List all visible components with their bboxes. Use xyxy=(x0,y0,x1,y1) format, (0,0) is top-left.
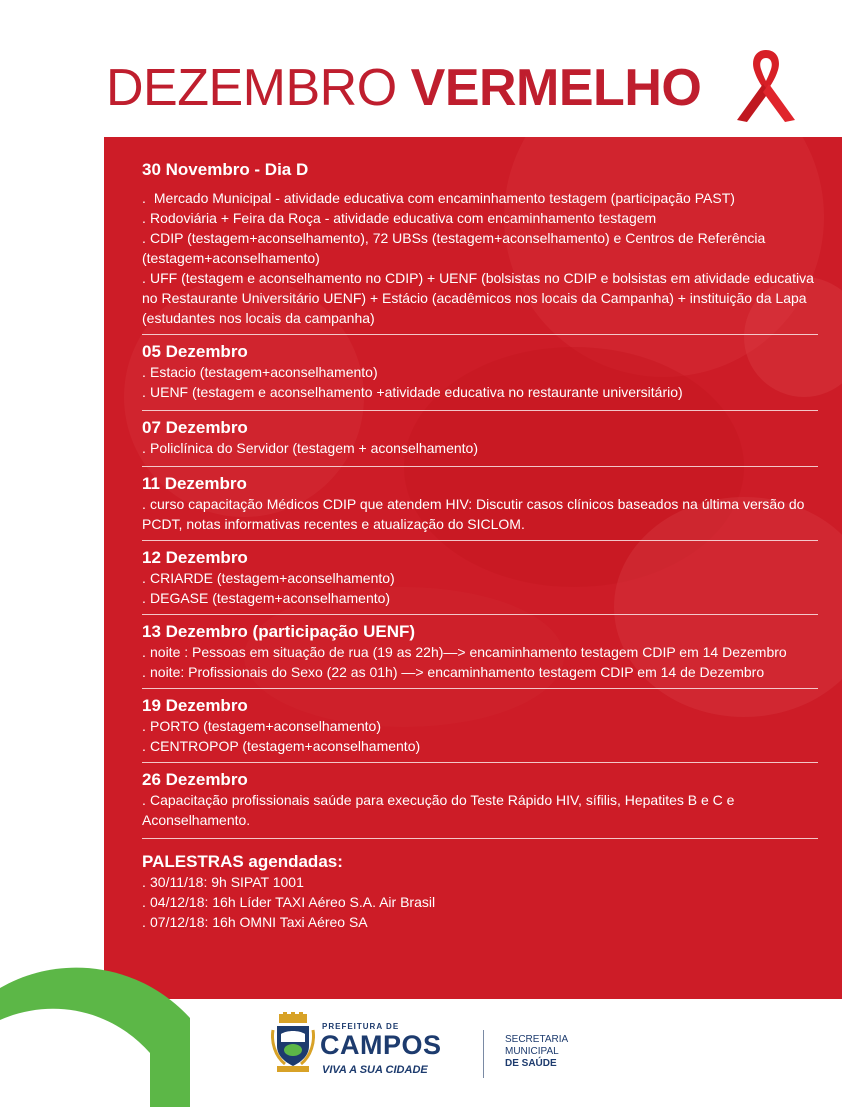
section-19-dezembro xyxy=(142,689,818,762)
list-item: . 04/12/18: 16h Líder TAXI Aéreo S.A. Air Brasil xyxy=(142,894,436,910)
footer-tagline: VIVA A SUA CIDADE xyxy=(322,1064,428,1076)
footer-campos: CAMPOS xyxy=(320,1030,442,1060)
section-palestras xyxy=(142,839,818,932)
section-05-dezembro xyxy=(142,335,818,410)
section-date: 11 Dezembro xyxy=(142,474,247,493)
list-item: . curso capacitação Médicos CDIP que atendem HIV: Discutir casos clínicos baseados na última versão do PCDT, notas informativas recentes e atualização do SICLOM. xyxy=(142,496,805,532)
section-date: PALESTRAS agendadas: xyxy=(142,852,343,871)
list-item: . UENF (testagem e aconselhamento +atividade educativa no restaurante universitário) xyxy=(142,384,683,400)
page-title xyxy=(106,58,701,118)
list-item: . Policlínica do Servidor (testagem + aconselhamento) xyxy=(142,440,479,456)
list-item: . UFF (testagem e aconselhamento no CDIP) + UENF (bolsistas no CDIP e bolsistas em atividade educativa no Restaurante Universitário UENF) + Estácio (acadêmicos nos locais da Campanha) + instituição da Lapa (estudantes nos locais da campanha) xyxy=(142,270,814,326)
event-panel xyxy=(104,137,842,999)
section-26-dezembro xyxy=(142,763,818,838)
list-item: . DEGASE (testagem+aconselhamento) xyxy=(142,590,391,606)
footer-separator xyxy=(483,1030,484,1078)
footer-prefeitura: PREFEITURA DE xyxy=(322,1022,400,1031)
list-item: . Estacio (testagem+aconselhamento) xyxy=(142,364,378,380)
list-item: . CRIARDE (testagem+aconselhamento) xyxy=(142,570,395,586)
sec-line-3: DE SAÚDE xyxy=(505,1058,557,1069)
red-ribbon-icon xyxy=(733,44,799,124)
title-light: DEZEMBRO xyxy=(106,59,397,117)
list-item: . Mercado Municipal - atividade educativa com encaminhamento testagem (participação PAST) xyxy=(142,190,735,206)
section-30-novembro xyxy=(142,159,818,334)
section-11-dezembro xyxy=(142,467,818,540)
list-item: . CDIP (testagem+aconselhamento), 72 UBSs (testagem+aconselhamento) e Centros de Referência (testagem+aconselhamento) xyxy=(142,230,766,266)
section-date: 05 Dezembro xyxy=(142,342,248,361)
list-item: . CENTROPOP (testagem+aconselhamento) xyxy=(142,738,421,754)
green-corner-decoration xyxy=(0,958,190,1107)
schedule-list xyxy=(142,159,818,932)
section-13-dezembro xyxy=(142,615,818,688)
section-07-dezembro xyxy=(142,411,818,466)
section-12-dezembro xyxy=(142,541,818,614)
list-item: . 30/11/18: 9h SIPAT 1001 xyxy=(142,874,304,890)
list-item: . noite : Pessoas em situação de rua (19 as 22h)—> encaminhamento testagem CDIP em 14 Dezembro xyxy=(142,644,787,660)
list-item: . 07/12/18: 16h OMNI Taxi Aéreo SA xyxy=(142,914,368,930)
coat-of-arms-icon xyxy=(271,1012,315,1074)
list-item: . PORTO (testagem+aconselhamento) xyxy=(142,718,381,734)
section-date: 30 Novembro - Dia D xyxy=(142,160,309,179)
section-date: 12 Dezembro xyxy=(142,548,248,567)
sec-line-2: MUNICIPAL xyxy=(505,1046,559,1057)
section-date: 07 Dezembro xyxy=(142,418,248,437)
footer-secretaria xyxy=(505,1034,568,1070)
section-date: 13 Dezembro (participação UENF) xyxy=(142,622,416,641)
list-item: . noite: Profissionais do Sexo (22 as 01h) —> encaminhamento testagem CDIP em 14 de Dezembro xyxy=(142,664,765,680)
section-date: 26 Dezembro xyxy=(142,770,248,789)
section-date: 19 Dezembro xyxy=(142,696,248,715)
list-item: . Capacitação profissionais saúde para execução do Teste Rápido HIV, sífilis, Hepatites B e C e Aconselhamento. xyxy=(142,792,735,828)
sec-line-1: SECRETARIA xyxy=(505,1034,569,1045)
title-bold: VERMELHO xyxy=(410,59,702,117)
list-item: . Rodoviária + Feira da Roça - atividade educativa com encaminhamento testagem xyxy=(142,210,657,226)
